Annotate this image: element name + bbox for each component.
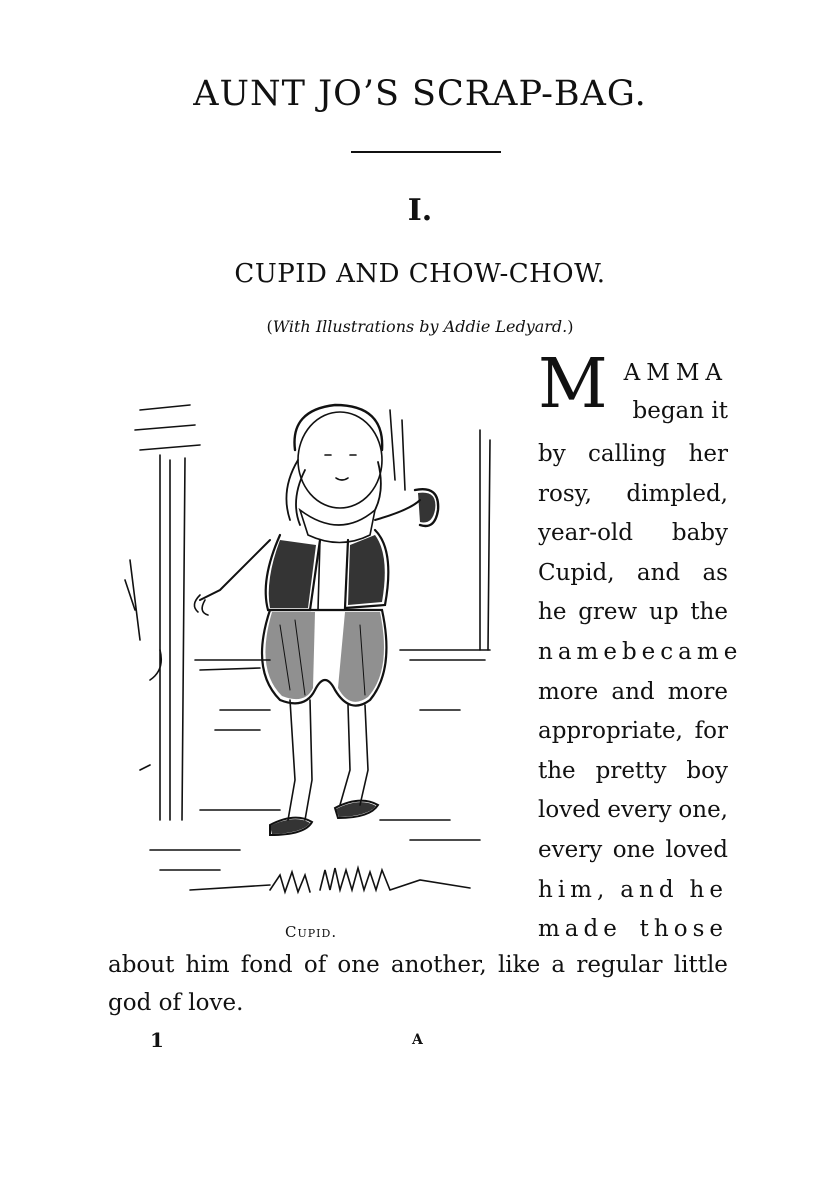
page-number: 1	[150, 1028, 164, 1052]
text-line: loved every one,	[538, 797, 728, 824]
signature-mark: A	[412, 1032, 423, 1048]
text-line: more and more	[538, 678, 728, 705]
credit-text: With Illustrations by Addie Ledyard.	[272, 317, 568, 336]
drop-cap: M	[538, 345, 608, 424]
text-line: he grew up the	[538, 599, 728, 626]
book-title: AUNT JO’S SCRAP-BAG.	[193, 74, 647, 114]
text-line: Cupid, and as	[538, 559, 728, 586]
text-line: appropriate, for	[538, 718, 728, 745]
credit-close-paren: )	[567, 317, 574, 336]
text-line: by calling her	[538, 441, 728, 467]
full-width-line: about him fond of one another, like a regular little	[108, 952, 728, 978]
text-column	[538, 345, 743, 950]
text-line: made those	[538, 916, 728, 943]
illustration-caption: Cupid.	[285, 923, 338, 941]
full-width-line: god of love.	[108, 990, 244, 1016]
chapter-title: CUPID AND CHOW-CHOW.	[234, 259, 606, 289]
first-line-end: began it	[632, 398, 728, 424]
text-line: the pretty boy	[538, 757, 728, 784]
text-line: year-old baby	[538, 520, 728, 547]
title-rule	[351, 151, 501, 153]
credit-open-paren: (	[266, 317, 273, 336]
cupid-illustration	[120, 350, 520, 910]
illustration-credit	[0, 317, 840, 336]
text-line: him, and he	[538, 876, 728, 903]
text-line: rosy, dimpled,	[538, 480, 728, 507]
chapter-number: I.	[407, 193, 433, 228]
drop-cap-continuation: AMMA	[623, 360, 728, 386]
drop-cap-block	[538, 345, 728, 435]
text-line: every one loved	[538, 836, 728, 863]
text-line: name became	[538, 638, 743, 665]
